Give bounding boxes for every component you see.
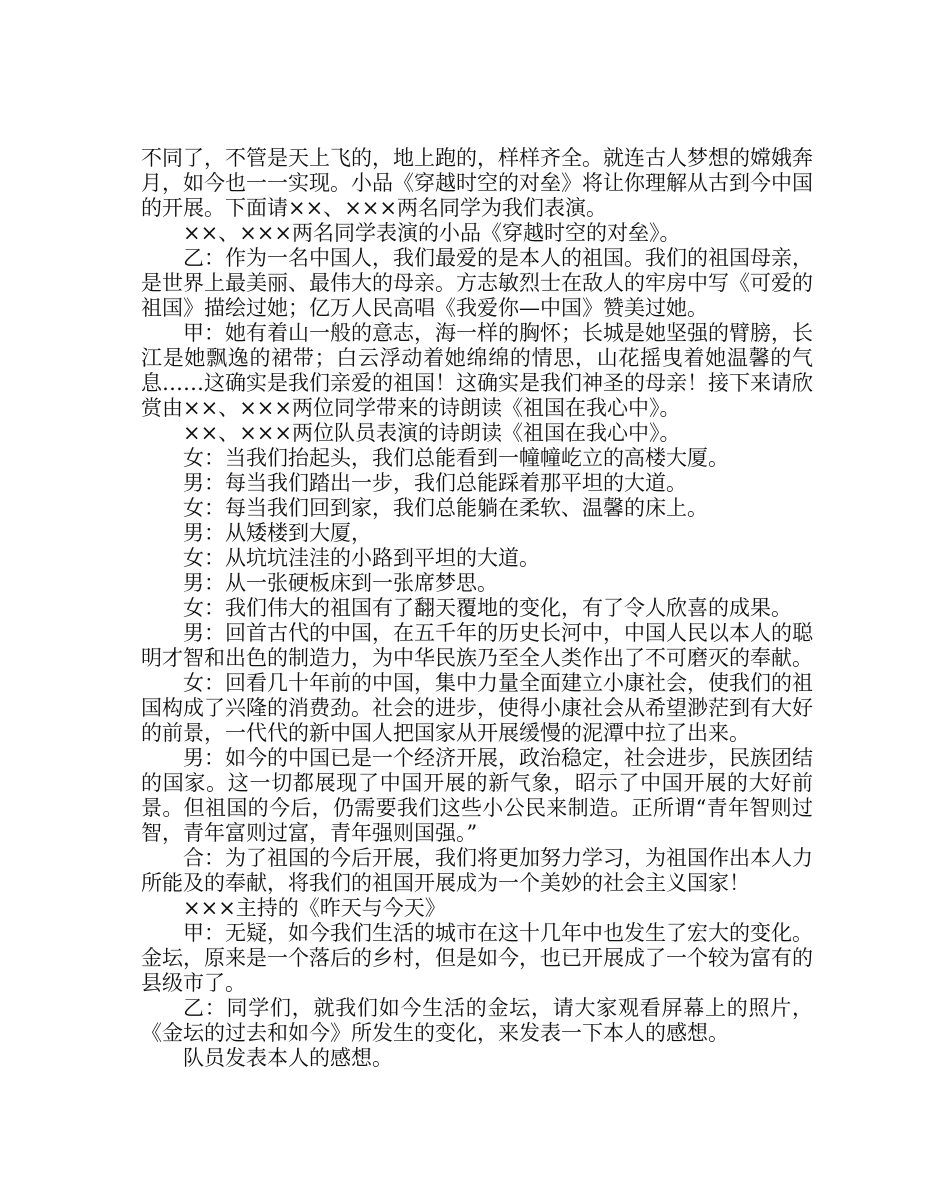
- paragraph: 队员发表本人的感想。: [183, 1046, 393, 1070]
- paragraph: 男：从矮楼到大厦，: [183, 521, 372, 545]
- paragraph: 女：回看几十年前的中国，集中力量全面建立小康社会，使我们的祖国构成了兴隆的消费劲。社会的进步，使得小康社会从希望渺茫到有大好的前景，一代代的新中国人把国家从开展缓慢的泥潭中拉了出来。: [141, 671, 813, 745]
- paragraph: 乙：作为一名中国人，我们最爱的是本人的祖国。我们的祖国母亲，是世界上最美丽、最伟大的母亲。方志敏烈士在敌人的牢房中写《可爱的祖国》描绘过她；亿万人民高唱《我爱你—中国》赞美过她。: [141, 246, 813, 320]
- paragraph: 甲：她有着山一般的意志，海一样的胸怀；长城是她坚强的臂膀，长江是她飘逸的裙带；白云浮动着她绵绵的情思，山花摇曳着她温馨的气息……这确实是我们亲爱的祖国！这确实是我们神圣的母亲！接下来请欣赏由××、×××两位同学带来的诗朗读《祖国在我心中》。: [141, 321, 813, 420]
- document-body: [141, 146, 813, 1071]
- paragraph: 男：从一张硬板床到一张席梦思。: [183, 571, 498, 595]
- paragraph: 女：从坑坑洼洼的小路到平坦的大道。: [183, 546, 540, 570]
- paragraph: 女：我们伟大的祖国有了翻天覆地的变化，有了令人欣喜的成果。: [183, 596, 792, 620]
- paragraph: ××、×××两位队员表演的诗朗读《祖国在我心中》。: [183, 421, 681, 445]
- paragraph: 女：每当我们回到家，我们总能躺在柔软、温馨的床上。: [183, 496, 708, 520]
- paragraph: ××、×××两名同学表演的小品《穿越时空的对垒》。: [183, 221, 681, 245]
- paragraph: 男：如今的中国已是一个经济开展，政治稳定，社会进步，民族团结的国家。这一切都展现了中国开展的新气象，昭示了中国开展的大好前景。但祖国的今后，仍需要我们这些小公民来制造。正所谓“青年智则过智，青年富则过富，青年强则国强。”: [141, 746, 813, 845]
- paragraph: 乙：同学们，就我们如今生活的金坛，请大家观看屏幕上的照片，《金坛的过去和如今》所发生的变化，来发表一下本人的感想。: [141, 996, 813, 1045]
- paragraph: ×××主持的《昨天与今天》: [183, 896, 446, 920]
- paragraph: 女：当我们抬起头，我们总能看到一幢幢屹立的高楼大厦。: [183, 446, 729, 470]
- paragraph: 不同了，不管是天上飞的，地上跑的，样样齐全。就连古人梦想的嫦娥奔月，如今也一一实现。小品《穿越时空的对垒》将让你理解从古到今中国的开展。下面请××、×××两名同学为我们表演。: [141, 146, 813, 220]
- paragraph: 男：回首古代的中国，在五千年的历史长河中，中国人民以本人的聪明才智和出色的制造力，为中华民族乃至全人类作出了不可磨灭的奉献。: [141, 621, 813, 670]
- paragraph: 甲：无疑，如今我们生活的城市在这十几年中也发生了宏大的变化。金坛，原来是一个落后的乡村，但是如今，也已开展成了一个较为富有的县级市了。: [141, 921, 813, 995]
- paragraph: 男：每当我们踏出一步，我们总能踩着那平坦的大道。: [183, 471, 687, 495]
- paragraph: 合：为了祖国的今后开展，我们将更加努力学习，为祖国作出本人力所能及的奉献，将我们的祖国开展成为一个美妙的社会主义国家！: [141, 846, 813, 895]
